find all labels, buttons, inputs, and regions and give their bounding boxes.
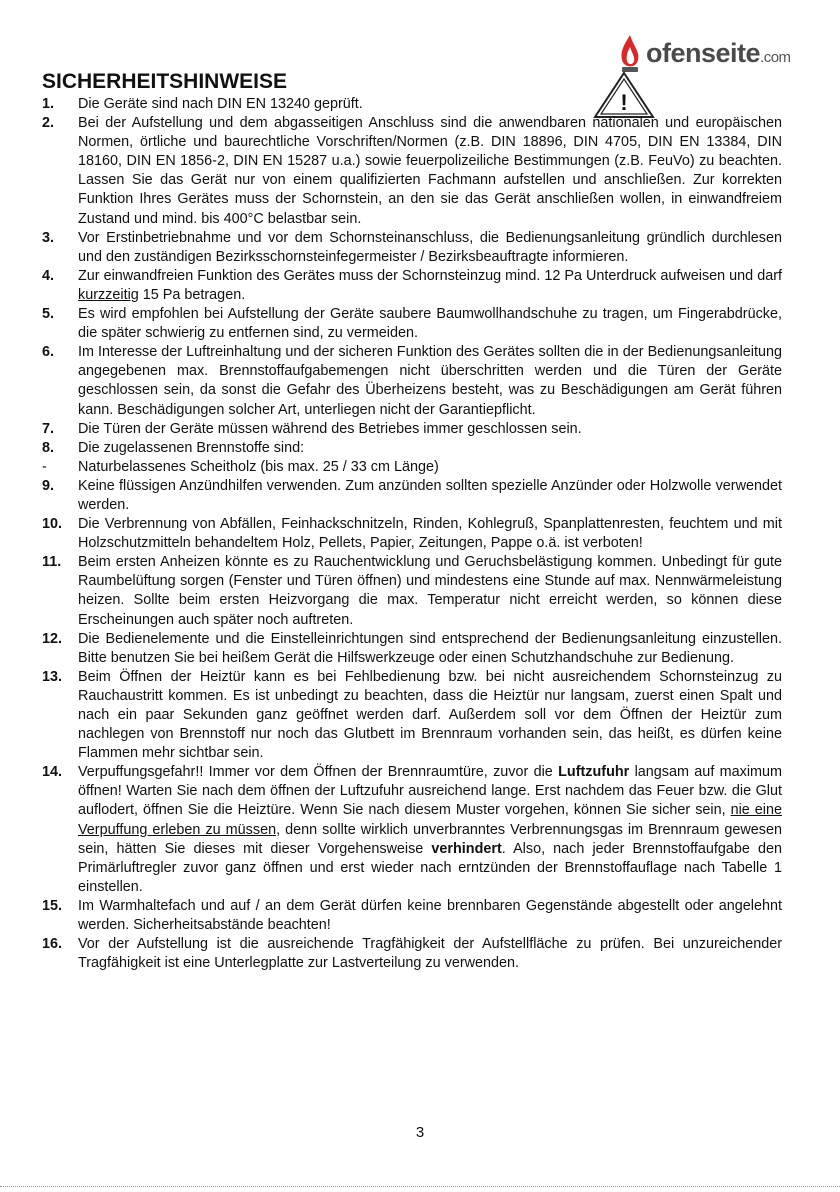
underlined-emphasis: nie eine Verpuffung erleben zu müssen bbox=[78, 802, 782, 838]
text-segment: Die Bedienelemente und die Einstelleinrichtungen sind entsprechend der Bedienungsanleitung einzustellen. Bitte benutzen Sie bei heißem Gerät die Hilfswerkzeuge oder einen Schutzhandschuhe zur Bedienung. bbox=[78, 630, 782, 666]
list-item-text bbox=[78, 553, 782, 629]
text-segment: . Also, nach jeder Brennstoffaufgabe den Primärluftregler zuvor ganz öffnen und erst wieder nach erntzünden der Brennstoffauflage nach Tabelle 1 einstellen. bbox=[78, 840, 782, 895]
list-item-text bbox=[78, 763, 782, 897]
page-title: SICHERHEITSHINWEISE bbox=[42, 70, 288, 93]
text-segment: Beim Öffnen der Heiztür kann es bei Fehlbedienung bzw. bei nicht ausreichendem Schornsteinzug zu Rauchaustritt kommen. Es ist unbedingt zu beachten, dass die Heiztür nur langsam, zuerst einen Spalt und nach ein paar Sekunden ganz geöffnet werden darf. Außerdem soll vor dem Öffnen der Heiztür zum nachlegen von Brennstoff nur noch das Glutbett im Brennraum vorhanden sein, das heißt, es dürfen keine Flammen mehr sichtbar sein. bbox=[78, 668, 782, 762]
list-item-number: 9. bbox=[42, 477, 55, 494]
list-item-text bbox=[78, 305, 782, 343]
list-item-number: 14. bbox=[42, 764, 63, 781]
list-item bbox=[42, 630, 782, 668]
list-item-number: 15. bbox=[42, 897, 63, 914]
list-item-number: - bbox=[42, 458, 47, 475]
list-item bbox=[42, 229, 782, 267]
list-item bbox=[42, 458, 782, 477]
text-segment: Vor der Aufstellung ist die ausreichende Tragfähigkeit der Aufstellfläche zu prüfen. Bei unzureichender Tragfähigkeit ist eine Unterlegplatte zur Lastverteilung zu verwenden. bbox=[78, 936, 782, 972]
list-item bbox=[42, 515, 782, 553]
list-item-text bbox=[78, 439, 782, 458]
list-item bbox=[42, 114, 782, 229]
text-segment: Beim ersten Anheizen könnte es zu Rauchentwicklung und Geruchsbelästigung kommen. Unbedingt für gute Raumbelüftung sorgen (Fenster und Türen öffnen) und mindestens eine Stunde auf max. Nennwärmeleistung heizen. Sollte beim ersten Heizvorgang die max. Temperatur nicht erreicht werden, so können diese Erscheinungen auch später noch auftreten. bbox=[78, 554, 782, 628]
list-item-text bbox=[78, 267, 782, 305]
list-item-text bbox=[78, 477, 782, 515]
list-item bbox=[42, 343, 782, 419]
list-item-number: 10. bbox=[42, 516, 63, 533]
text-segment: langsam auf maximum öffnen! Warten Sie nach dem öffnen der Luftzufuhr ausreichend lange. Erst nachdem das Feuer bzw. die Glut auflodert, öffnen Sie die Heiztüre. Wenn Sie nach diesem Muster vorgehen, können Sie sicher sein, bbox=[78, 764, 782, 819]
list-item-text bbox=[78, 458, 782, 477]
text-segment: Die Geräte sind nach DIN EN 13240 geprüft. bbox=[78, 96, 363, 112]
safety-instructions-list bbox=[42, 95, 782, 973]
flame-icon bbox=[618, 33, 642, 73]
list-item-text bbox=[78, 343, 782, 419]
text-segment: Verpuffungsgefahr!! Immer vor dem Öffnen der Brennraumtüre, zuvor die bbox=[78, 764, 559, 781]
list-item bbox=[42, 305, 782, 343]
list-item-number: 2. bbox=[42, 115, 55, 132]
list-item-number: 12. bbox=[42, 630, 63, 647]
list-item-text bbox=[78, 229, 782, 267]
list-item bbox=[42, 95, 782, 114]
text-segment: Bei der Aufstellung und dem abgasseitigen Anschluss sind die anwendbaren nationalen und europäischen Normen, örtliche und baurechtliche Vorschriften/Normen (z.B. DIN 18896, DIN 4705, DIN EN 13384, DIN 18160, DIN EN 1856-2, DIN EN 15287 u.a.) sowie feuerpolizeiliche Bestimmungen (z.B. FeuVo) zu beachten. Lassen Sie das Gerät nur von einem qualifizierten Fachmann aufstellen und anschließen. Zur korrekten Funktion Ihres Gerätes muss der Schornstein, an den sie das Gerät anschließen wollen, in einwandfreiem Zustand und mind. bis 400°C belastbar sein. bbox=[78, 115, 782, 227]
text-segment: Im Interesse der Luftreinhaltung und der sicheren Funktion des Gerätes sollten die in der Bedienungsanleitung angegebenen max. Brennstoffaufgabemengen nicht überschritten werden und die Türen der Geräte geschlossen sein, da sonst die Gefahr des Überheizens besteht, was zu Beschädigungen am Gerät führen kann. Beschädigungen solcher Art, unterliegen nicht der Garantiepflicht. bbox=[78, 344, 782, 418]
list-item-number: 8. bbox=[42, 439, 55, 456]
list-item-number: 16. bbox=[42, 936, 63, 953]
text-segment: Keine flüssigen Anzündhilfen verwenden. Zum anzünden sollten spezielle Anzünder oder Holzwolle verwendet werden. bbox=[78, 477, 782, 513]
list-item-text bbox=[78, 95, 782, 114]
bold-emphasis: Luftzufuhr bbox=[558, 764, 630, 781]
svg-text:!: ! bbox=[620, 90, 628, 115]
list-item bbox=[42, 267, 782, 305]
list-item bbox=[42, 420, 782, 439]
text-segment: Im Warmhaltefach und auf / an dem Gerät dürfen keine brennbaren Gegenstände abgestellt oder angelehnt werden. Sicherheitsabstände beachten! bbox=[78, 897, 782, 934]
list-item bbox=[42, 668, 782, 763]
text-segment: , denn sollte wirklich unverbranntes Verbrennungsgas im Brennraum gewesen sein, hätten Sie dieses mit dieser Vorgehensweise bbox=[78, 821, 782, 857]
list-item-text bbox=[78, 668, 782, 763]
logo-wordmark: ofenseite.com bbox=[646, 37, 791, 68]
text-segment: Die Verbrennung von Abfällen, Feinhackschnitzeln, Rinden, Kohlegruß, Spanplattenresten, feuchtem und mit Holzschutzmitteln behandeltem Holz, Pellets, Papier, Zeitungen, Pappe o.ä. ist verboten! bbox=[78, 516, 782, 552]
text-segment: Es wird empfohlen bei Aufstellung der Geräte saubere Baumwollhandschuhe zu tragen, um Fingerabdrücke, die später schwierig zu entfernen sind, zu vermeiden. bbox=[78, 306, 782, 342]
text-segment: Zur einwandfreien Funktion des Gerätes muss der Schornsteinzug mind. 12 Pa Unterdruck aufweisen und darf bbox=[78, 267, 782, 284]
list-item bbox=[42, 439, 782, 458]
list-item bbox=[42, 897, 782, 935]
list-item-text bbox=[78, 935, 782, 973]
list-item-number: 11. bbox=[42, 554, 62, 571]
page-number: 3 bbox=[415, 1124, 425, 1141]
list-item bbox=[42, 763, 782, 897]
list-item bbox=[42, 477, 782, 515]
list-item-number: 5. bbox=[42, 306, 55, 323]
list-item-text bbox=[78, 515, 782, 553]
page-bottom-divider bbox=[0, 1186, 840, 1187]
list-item-text bbox=[78, 630, 782, 668]
underlined-emphasis: kurzzeitig bbox=[78, 286, 139, 303]
list-item-number: 1. bbox=[42, 96, 55, 112]
list-item-text bbox=[78, 897, 782, 935]
text-segment: Die zugelassenen Brennstoffe sind: bbox=[78, 439, 305, 456]
text-segment: Vor Erstinbetriebnahme und vor dem Schornsteinanschluss, die Bedienungsanleitung gründlich durchlesen und den zuständigen Bezirksschornsteinfegermeister / Bezirksbeauftragte informieren. bbox=[78, 229, 782, 265]
list-item-number: 4. bbox=[42, 267, 55, 284]
text-segment: 15 Pa betragen. bbox=[138, 286, 246, 303]
list-item-text bbox=[78, 420, 782, 439]
list-item-text bbox=[78, 114, 782, 229]
text-segment: Die Türen der Geräte müssen während des Betriebes immer geschlossen sein. bbox=[78, 420, 582, 437]
list-item-number: 3. bbox=[42, 229, 55, 246]
list-item-number: 13. bbox=[42, 668, 63, 685]
bold-emphasis: verhindert bbox=[431, 840, 502, 857]
list-item-number: 7. bbox=[42, 420, 55, 437]
list-item bbox=[42, 553, 782, 629]
list-item bbox=[42, 935, 782, 973]
text-segment: Naturbelassenes Scheitholz (bis max. 25 / 33 cm Länge) bbox=[78, 458, 439, 475]
list-item-number: 6. bbox=[42, 344, 55, 361]
